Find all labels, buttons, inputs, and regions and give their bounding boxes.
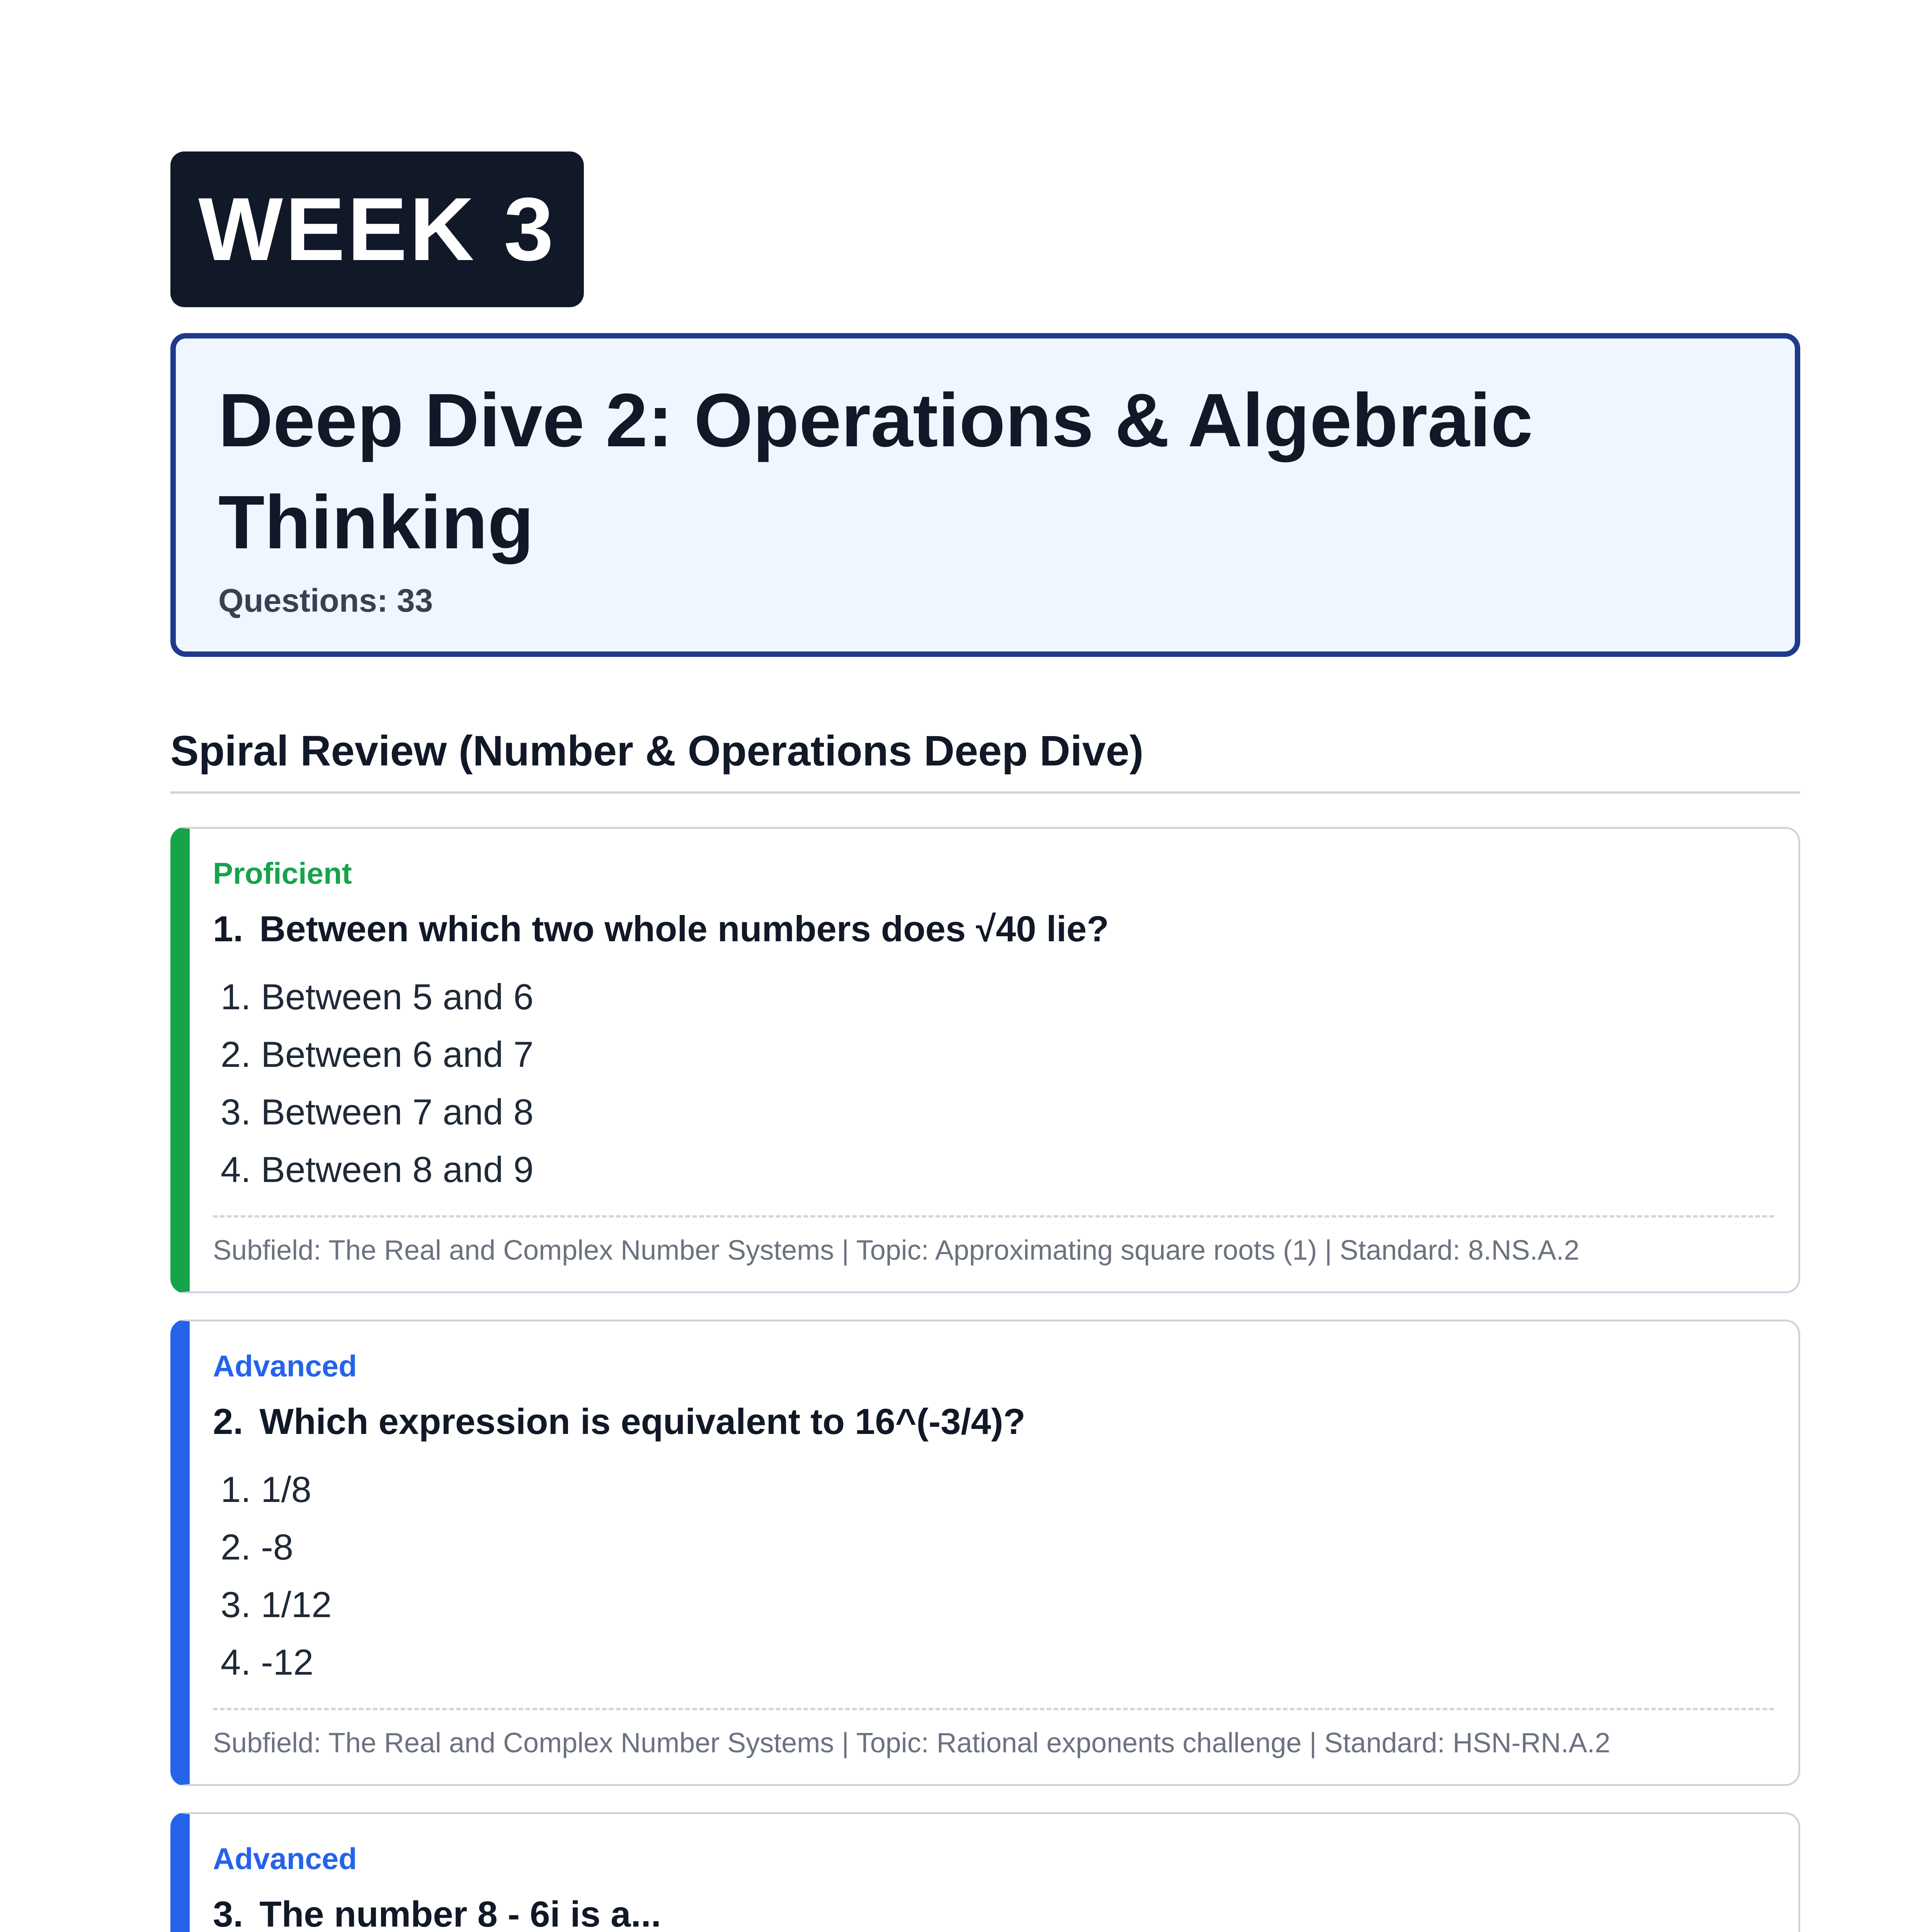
question-text bbox=[213, 1893, 661, 1932]
option-text: -12 bbox=[261, 1642, 314, 1682]
question-card-2 bbox=[170, 1320, 1800, 1786]
card-divider bbox=[213, 1708, 1774, 1710]
option-text: -8 bbox=[261, 1527, 293, 1567]
option-text: Between 8 and 9 bbox=[261, 1149, 534, 1190]
option-number: 1. bbox=[221, 1469, 251, 1510]
question-text bbox=[213, 908, 1109, 950]
answer-option[interactable] bbox=[221, 1033, 534, 1091]
option-number: 2. bbox=[221, 1527, 251, 1567]
option-text: 1/8 bbox=[261, 1469, 312, 1510]
option-number: 3. bbox=[221, 1584, 251, 1625]
option-text: Between 6 and 7 bbox=[261, 1034, 534, 1075]
title-box bbox=[170, 333, 1800, 657]
question-card-1 bbox=[170, 827, 1800, 1293]
question-prompt: Between which two whole numbers does √40 lie? bbox=[259, 908, 1109, 949]
answer-option[interactable] bbox=[221, 1583, 332, 1641]
section-divider bbox=[170, 791, 1800, 794]
question-number: 1. bbox=[213, 908, 243, 949]
option-number: 1. bbox=[221, 976, 251, 1017]
answer-options bbox=[221, 1468, 332, 1699]
option-number: 4. bbox=[221, 1642, 251, 1682]
week-badge: WEEK 3 bbox=[170, 151, 584, 307]
option-text: Between 7 and 8 bbox=[261, 1092, 534, 1132]
question-number: 3. bbox=[213, 1894, 243, 1932]
page-title: Deep Dive 2: Operations & Algebraic Thinking bbox=[218, 378, 1533, 565]
section-heading: Spiral Review (Number & Operations Deep Dive) bbox=[170, 727, 1144, 775]
option-number: 3. bbox=[221, 1092, 251, 1132]
answer-option[interactable] bbox=[221, 976, 534, 1033]
question-card-3 bbox=[170, 1812, 1800, 1932]
answer-option[interactable] bbox=[221, 1526, 332, 1583]
level-label: Proficient bbox=[213, 856, 352, 890]
question-prompt: The number 8 - 6i is a... bbox=[259, 1894, 661, 1932]
level-label: Advanced bbox=[213, 1349, 357, 1383]
option-number: 4. bbox=[221, 1149, 251, 1190]
question-meta: Subfield: The Real and Complex Number Systems | Topic: Approximating square roots (1) | Standard: 8.NS.A.2 bbox=[213, 1235, 1580, 1266]
level-label: Advanced bbox=[213, 1842, 357, 1876]
option-text: 1/12 bbox=[261, 1584, 332, 1625]
answer-options bbox=[221, 976, 534, 1206]
answer-option[interactable] bbox=[221, 1468, 332, 1526]
question-meta: Subfield: The Real and Complex Number Systems | Topic: Rational exponents challenge | Standard: HSN-RN.A.2 bbox=[213, 1728, 1611, 1759]
answer-option[interactable] bbox=[221, 1641, 332, 1699]
option-text: Between 5 and 6 bbox=[261, 976, 534, 1017]
questions-count: Questions: 33 bbox=[218, 582, 433, 619]
question-number: 2. bbox=[213, 1401, 243, 1442]
question-text bbox=[213, 1401, 1026, 1442]
answer-option[interactable] bbox=[221, 1148, 534, 1206]
question-prompt: Which expression is equivalent to 16^(-3/4)? bbox=[259, 1401, 1026, 1442]
answer-option[interactable] bbox=[221, 1091, 534, 1148]
option-number: 2. bbox=[221, 1034, 251, 1075]
card-divider bbox=[213, 1215, 1774, 1218]
